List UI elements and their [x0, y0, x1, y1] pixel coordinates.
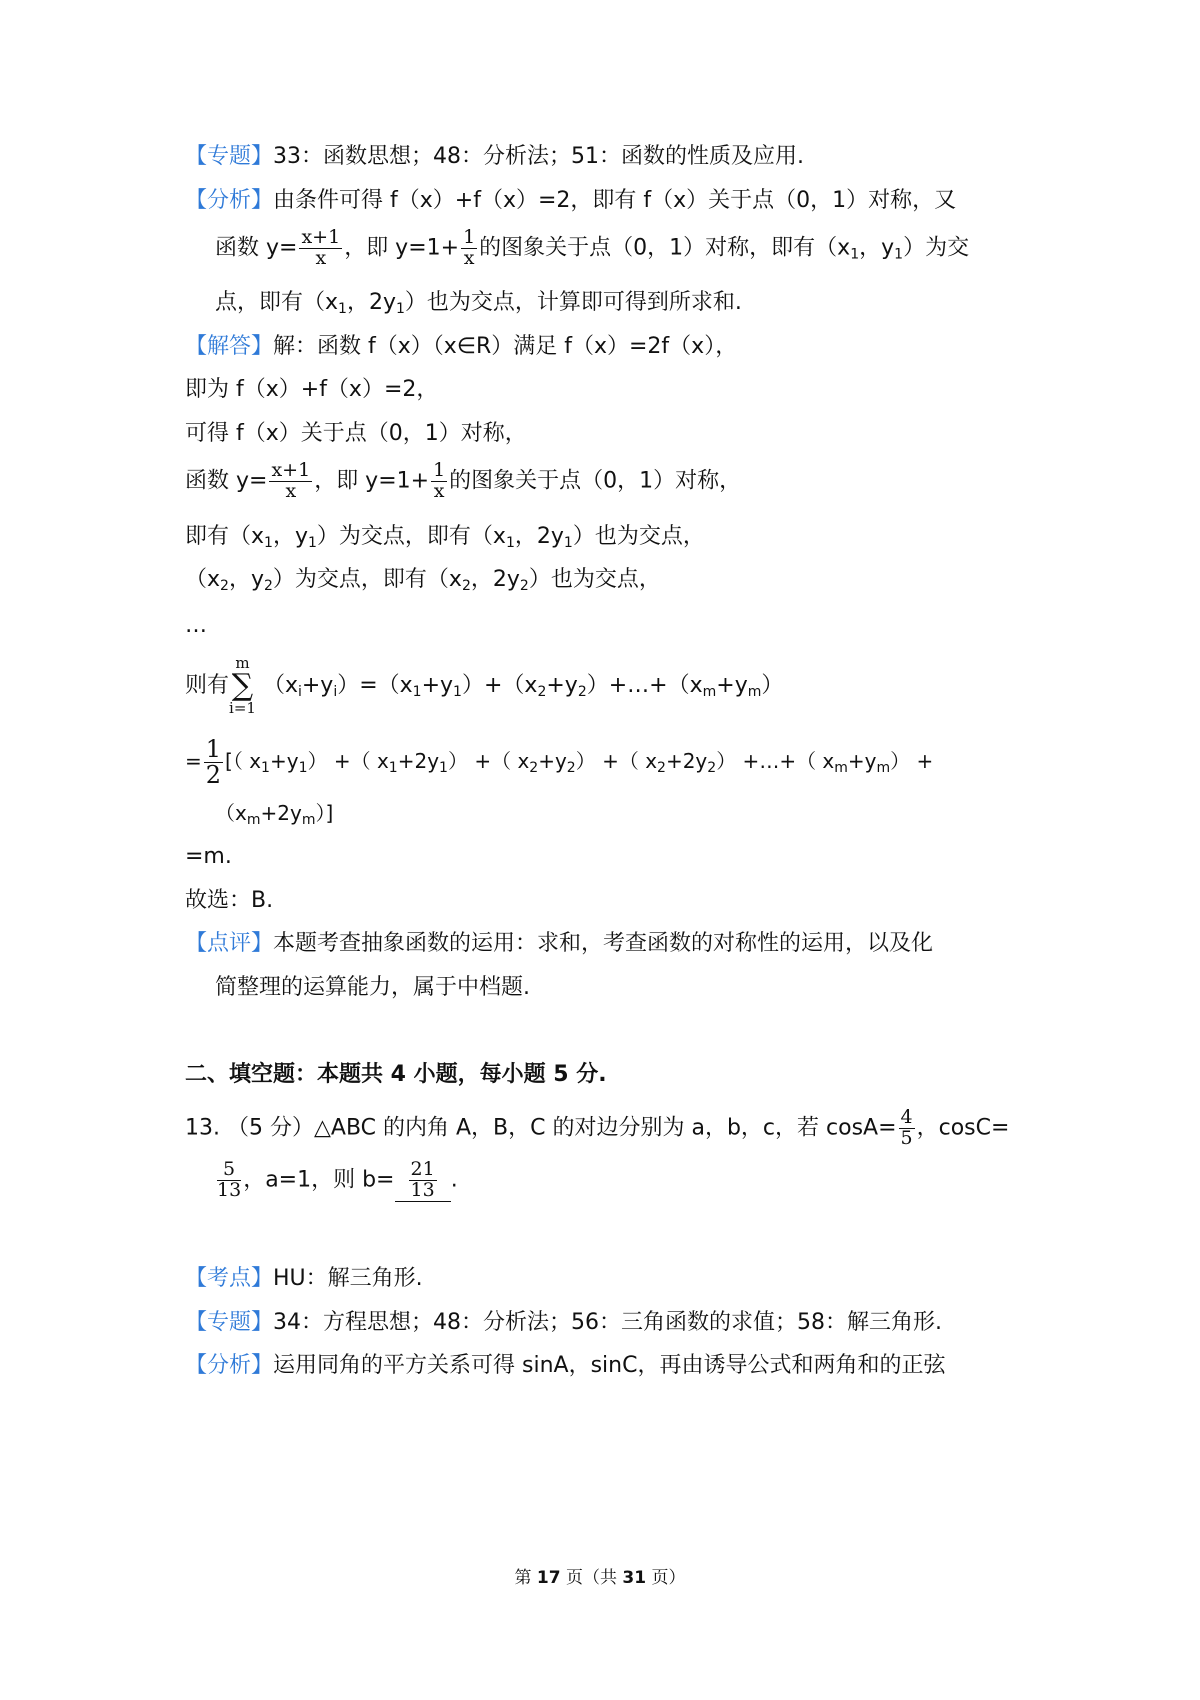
text: ）+…+（x — [586, 672, 703, 698]
numerator: x+1 — [271, 459, 311, 481]
fraction — [431, 461, 447, 502]
text: =m. — [185, 844, 232, 869]
analysis-line-4 — [185, 1355, 945, 1377]
subscript: i — [333, 683, 338, 700]
fraction — [461, 228, 477, 269]
solution-line-6 — [185, 567, 661, 594]
subscript: 1 — [850, 246, 860, 263]
text: （x — [262, 672, 298, 698]
numerator: 1 — [463, 226, 476, 248]
text: +2y — [397, 749, 440, 774]
solution-tag: 【解答】 — [185, 334, 274, 359]
text: ） +…+（ x — [716, 749, 835, 774]
text: +y — [301, 672, 334, 698]
numerator: 4 — [900, 1106, 913, 1128]
text: 34：方程思想；48：分析法；56：三角函数的求值；58：解三角形. — [273, 1310, 942, 1335]
result-line — [185, 846, 232, 868]
question-13-line-1 — [185, 1108, 1009, 1149]
text: +y — [538, 749, 567, 774]
text: （x — [185, 567, 221, 592]
text: ）] — [315, 801, 334, 825]
text: （x — [215, 801, 247, 825]
page-number: 17 — [536, 1568, 561, 1588]
numerator: 1 — [205, 735, 222, 763]
text: ）=（x — [337, 672, 413, 698]
comment-tag: 【点评】 — [185, 931, 274, 956]
analysis-tag: 【分析】 — [185, 188, 274, 213]
footer-text: 页（共 — [560, 1568, 623, 1588]
text: 函数 y= — [185, 468, 268, 494]
subscript: 2 — [566, 760, 576, 777]
text: 则有 — [185, 672, 230, 698]
text: +y — [421, 672, 454, 698]
knowledge-point-tag: 【考点】 — [185, 1266, 274, 1291]
subscript: m — [702, 683, 717, 700]
text: ） +（ x — [307, 749, 389, 774]
knowledge-point-line — [185, 1268, 423, 1290]
subscript: m — [747, 683, 762, 700]
solution-line-3 — [185, 423, 527, 445]
fraction — [269, 461, 312, 502]
text: ，a=1，则 b= — [243, 1167, 395, 1193]
subscript: 1 — [439, 760, 448, 777]
sum-line — [185, 655, 783, 717]
denominator: 13 — [217, 1178, 242, 1201]
text: 的图象关于点（0，1）对称， — [449, 468, 742, 494]
analysis-text: 由条件可得 f（x）+f（x）=2，即有 f（x）关于点（0，1）对称，又 — [273, 188, 957, 213]
half-sum-continuation — [215, 801, 334, 828]
footer-text: 第 — [514, 1568, 537, 1588]
denominator: 2 — [205, 761, 222, 790]
text: = — [185, 749, 202, 774]
text: 解：函数 f（x）（x∈R）满足 f（x）=2f（x）， — [273, 334, 738, 359]
text: 即为 f（x）+f（x）=2， — [185, 377, 439, 402]
analysis-line-3 — [215, 290, 742, 317]
subscript: 2 — [577, 683, 587, 700]
numerator: x+1 — [301, 226, 341, 248]
sigma-upper: m — [235, 654, 250, 672]
text: ） + — [890, 749, 934, 774]
fraction — [409, 1160, 437, 1201]
text: ，即 y=1+ — [344, 235, 460, 261]
text: 13. （5 分）△ABC 的内角 A，B，C 的对边分别为 a，b，c，若 cosA= — [185, 1115, 897, 1141]
text: ） +（ x — [575, 749, 658, 774]
subscript: 2 — [529, 760, 539, 777]
denominator: 5 — [900, 1126, 913, 1149]
solution-line-5 — [185, 524, 705, 551]
sigma-symbol — [229, 655, 256, 717]
denominator: x — [433, 479, 445, 502]
denominator: x — [463, 246, 475, 269]
fraction — [899, 1108, 915, 1149]
text: ）也为交点，计算即可得到所求和. — [404, 290, 742, 315]
analysis-line-1 — [185, 190, 956, 212]
topic-line-2 — [185, 1312, 942, 1334]
text: ）为交点，即有（x — [316, 524, 506, 549]
fraction — [217, 1160, 241, 1201]
text: +2y — [260, 801, 302, 825]
subscript: 2 — [537, 683, 547, 700]
text: ）也为交点， — [528, 567, 661, 592]
answer-line — [185, 890, 273, 912]
subscript: 1 — [453, 683, 462, 700]
subscript: 2 — [461, 578, 471, 594]
subscript: 1 — [894, 246, 904, 263]
text: ）也为交点， — [572, 524, 705, 549]
subscript: i — [297, 683, 302, 700]
question-13-line-2 — [215, 1160, 458, 1202]
text: 可得 f（x）关于点（0，1）对称， — [185, 421, 527, 446]
text: . — [450, 1167, 458, 1193]
answer-blank — [395, 1160, 451, 1202]
comment-line-1 — [185, 933, 933, 955]
text: 运用同角的平方关系可得 sinA，sinC，再由诱导公式和两角和的正弦 — [273, 1353, 946, 1378]
subscript: 1 — [388, 760, 398, 777]
numerator: 5 — [217, 1160, 241, 1181]
numerator: 21 — [410, 1158, 435, 1180]
topic-line — [185, 146, 804, 168]
text: +y — [847, 749, 877, 774]
comment-line-2 — [215, 977, 530, 999]
text: [（ x — [225, 749, 262, 774]
numerator: 1 — [433, 459, 446, 481]
footer-text: 页） — [646, 1568, 686, 1588]
solution-line-4 — [185, 461, 741, 502]
text: ，2y — [346, 290, 396, 315]
topic-text: 33：函数思想；48：分析法；51：函数的性质及应用. — [273, 144, 804, 169]
half-sum-line — [185, 737, 933, 788]
text: ，即 y=1+ — [314, 468, 430, 494]
page-footer — [0, 1563, 1200, 1588]
text: ）为交点，即有（x — [272, 567, 462, 592]
analysis-line-2 — [215, 228, 969, 269]
topic-tag: 【专题】 — [185, 1310, 274, 1335]
subscript: 1 — [307, 535, 317, 551]
ellipsis-line — [185, 615, 207, 637]
total-pages: 31 — [622, 1568, 647, 1588]
text: ，cosC= — [916, 1115, 1010, 1141]
text: +y — [546, 672, 578, 698]
text: ，y — [228, 567, 264, 592]
section-title: 二、填空题：本题共 4 小题，每小题 5 分. — [185, 1062, 607, 1087]
text: … — [185, 613, 207, 638]
sigma-glyph: ∑ — [231, 667, 254, 703]
solution-line-2 — [185, 379, 438, 401]
text: 简整理的运算能力，属于中档题. — [215, 975, 530, 1000]
text: 点，即有（x — [215, 290, 339, 315]
text: ）为交 — [903, 235, 970, 261]
fraction — [299, 228, 342, 269]
denominator: x — [315, 246, 327, 269]
text: ）+（x — [461, 672, 538, 698]
text: 的图象关于点（0，1）对称，即有（x — [479, 235, 851, 261]
subscript: m — [834, 760, 848, 777]
subscript: 1 — [264, 535, 273, 551]
text: 即有（x — [185, 524, 265, 549]
text: ，2y — [514, 524, 564, 549]
text: ，y — [859, 235, 895, 261]
fraction — [204, 737, 223, 788]
subscript: 1 — [261, 760, 270, 777]
subscript: 2 — [519, 578, 529, 594]
subscript: 2 — [220, 578, 229, 594]
text: HU：解三角形. — [273, 1266, 423, 1291]
subscript: 2 — [657, 760, 666, 777]
text: ） — [761, 672, 784, 698]
text: ，2y — [470, 567, 520, 592]
text: +y — [269, 749, 299, 774]
text: ） +（ x — [447, 749, 530, 774]
subscript: 1 — [412, 683, 422, 700]
subscript: m — [246, 812, 261, 828]
subscript: 1 — [298, 760, 308, 777]
subscript: 2 — [707, 760, 717, 777]
subscript: 1 — [505, 535, 515, 551]
solution-line-1 — [185, 336, 737, 358]
text: +y — [716, 672, 748, 698]
subscript: 1 — [338, 301, 347, 317]
denominator: 13 — [410, 1178, 435, 1201]
text: 函数 y= — [215, 235, 298, 261]
sigma-lower: i=1 — [229, 699, 256, 717]
analysis-tag: 【分析】 — [185, 1353, 274, 1378]
subscript: m — [876, 760, 891, 777]
subscript: 2 — [263, 578, 273, 594]
subscript: m — [301, 812, 316, 828]
text: 故选：B. — [185, 888, 274, 913]
topic-tag: 【专题】 — [185, 144, 274, 169]
text: ，y — [272, 524, 308, 549]
text: +2y — [665, 749, 708, 774]
text: 本题考查抽象函数的运用：求和，考查函数的对称性的运用，以及化 — [273, 931, 934, 956]
subscript: 1 — [563, 535, 573, 551]
denominator: x — [285, 479, 297, 502]
subscript: 1 — [395, 301, 405, 317]
